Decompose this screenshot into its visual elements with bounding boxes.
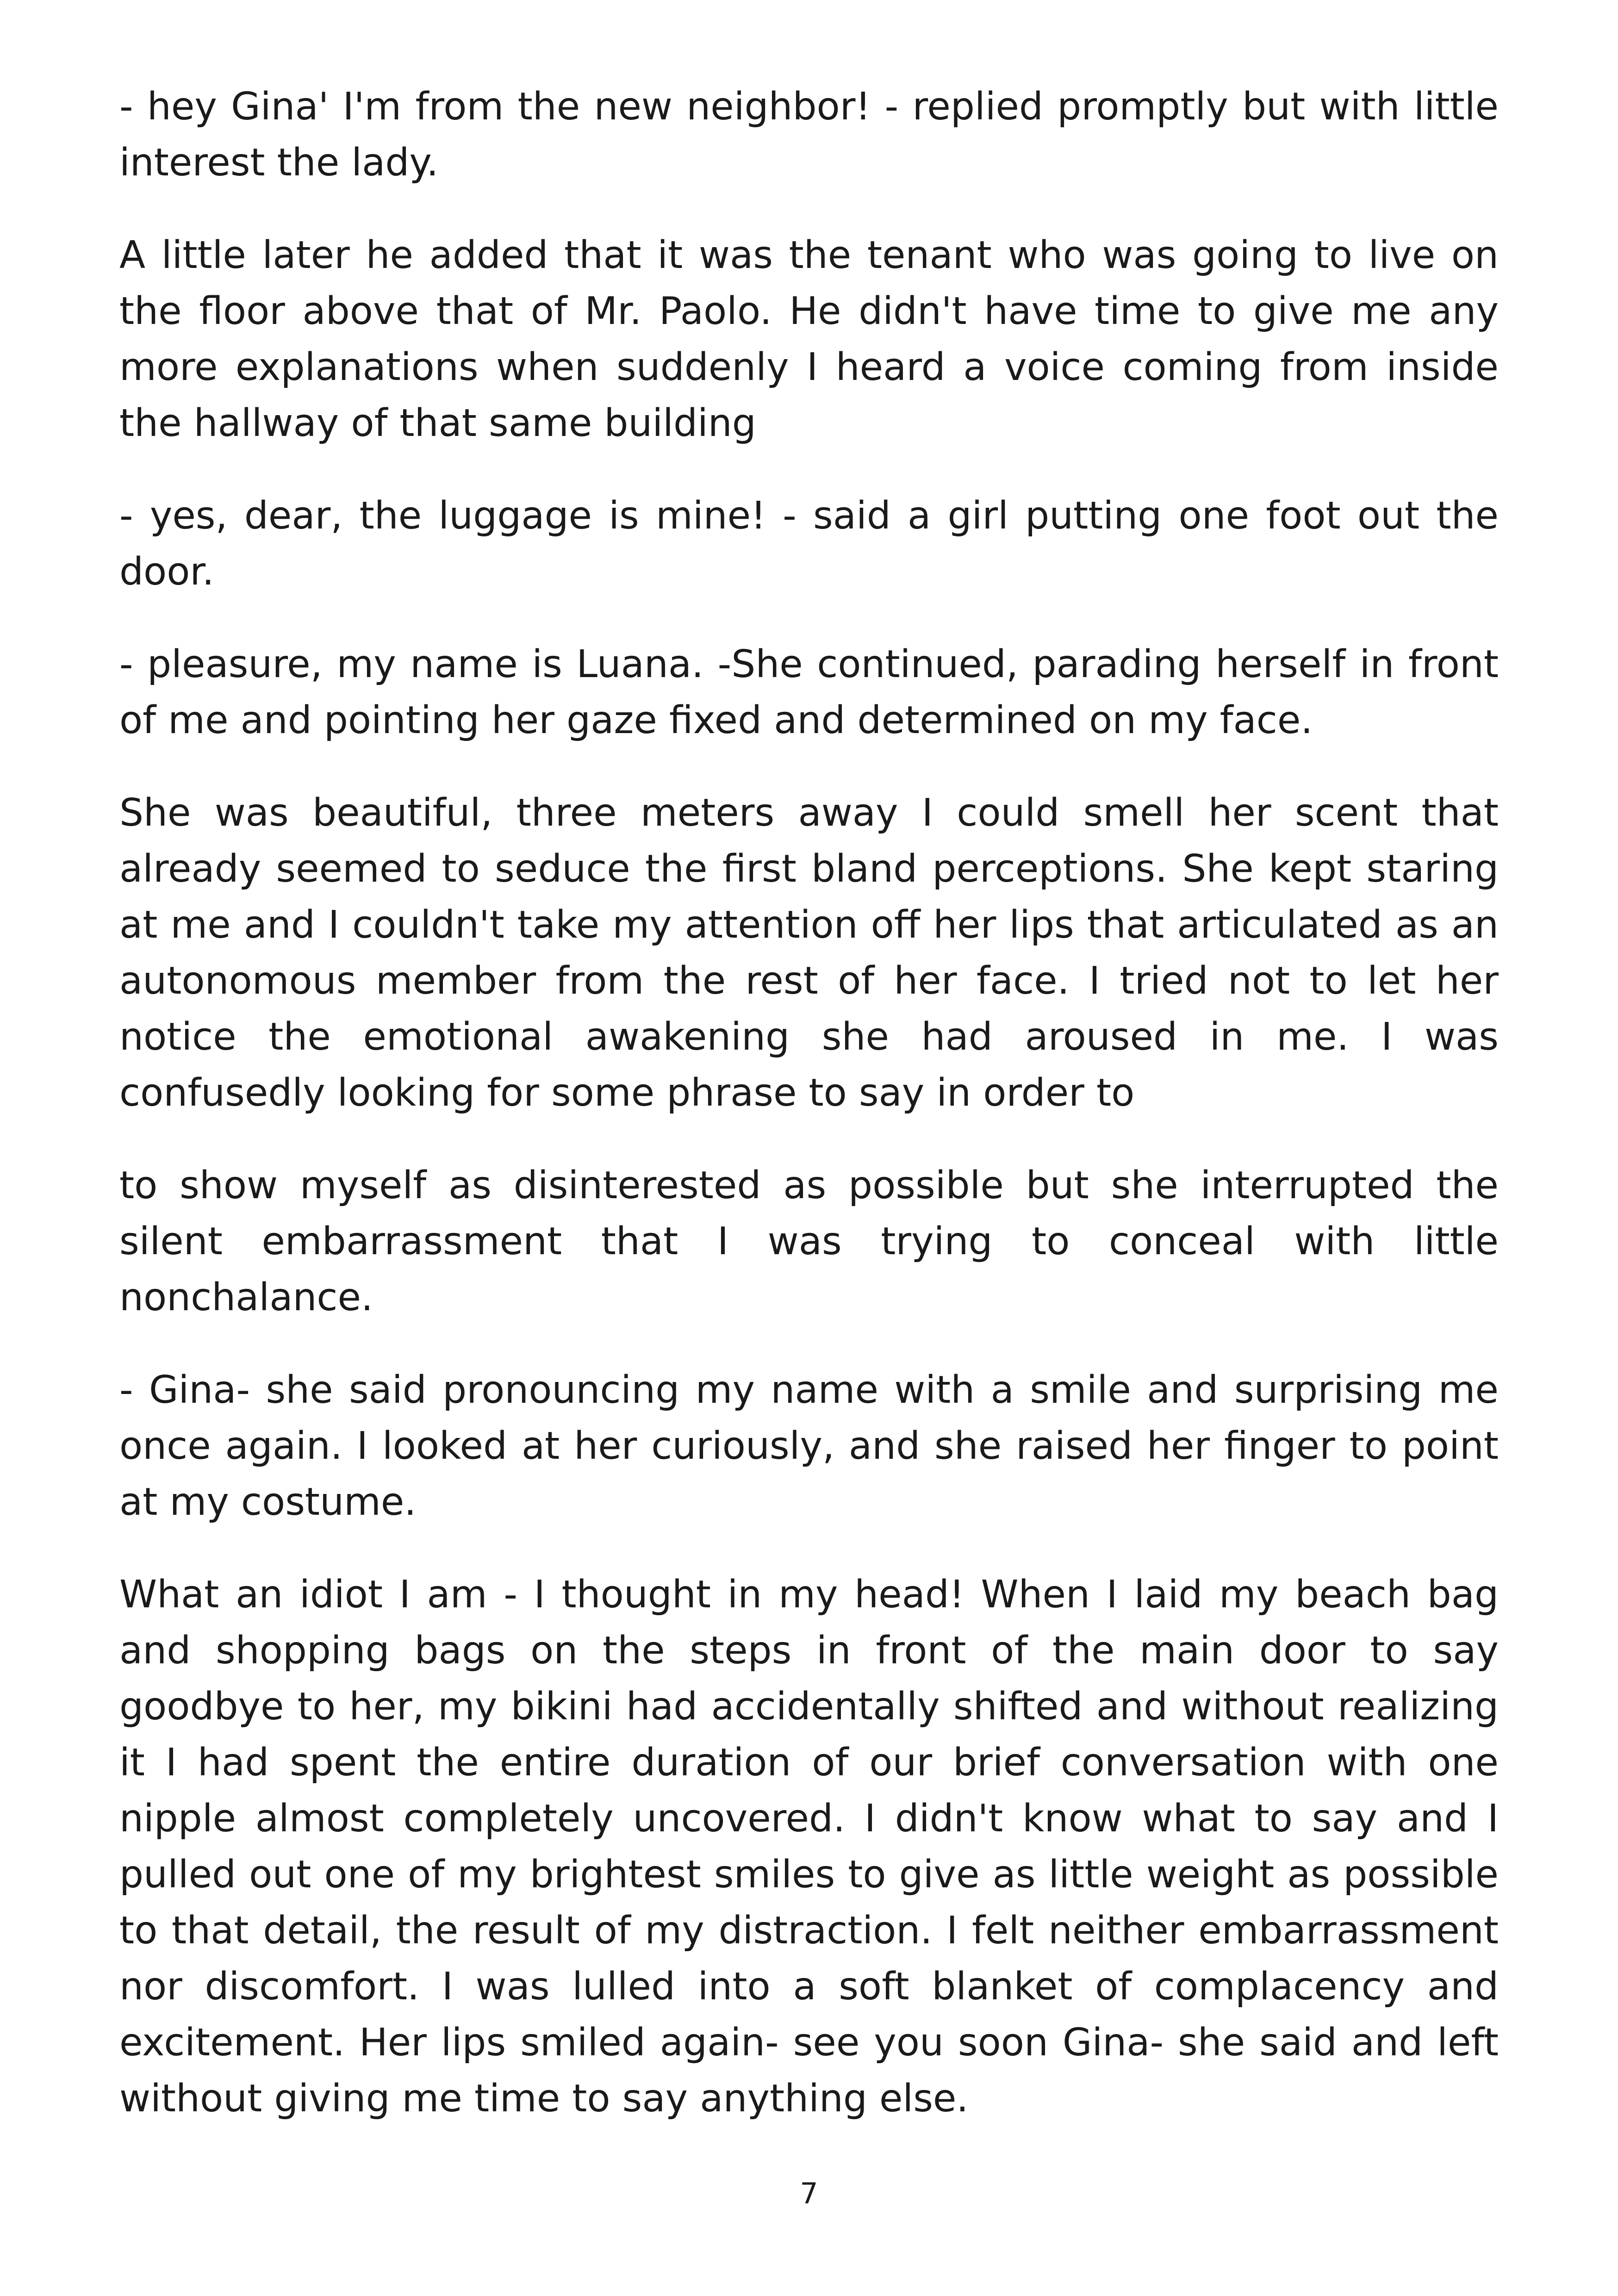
page-number: 7 bbox=[800, 2177, 818, 2210]
paragraph: She was beautiful, three meters away I could smell her scent that already seemed to seduce the first bland perceptions. She kept staring at me and I couldn't take my attention off her lips that articulated as an autonomous member from the rest of her face. I tried not to let her notice the emotional awakening she had aroused in me. I was confusedly looking for some phrase to say in order to bbox=[119, 791, 1499, 1115]
paragraph: - Gina- she said pronouncing my name with a smile and surprising me once again. I looked at her curiously, and she raised her finger to point at my costume. bbox=[119, 1368, 1499, 1524]
paragraph: - pleasure, my name is Luana. -She continued, parading herself in front of me and pointing her gaze fixed and determined on my face. bbox=[119, 642, 1499, 742]
paragraph: What an idiot I am - I thought in my head! When I laid my beach bag and shopping bags on the steps in front of the main door to say goodbye to her, my bikini had accidentally shifted and without realizing it I had spent the entire duration of our brief conversation with one nipple almost completely uncovered. I didn't know what to say and I pulled out one of my brightest smiles to give as little weight as possible to that detail, the result of my distraction. I felt neither embarrassment nor discomfort. I was lulled into a soft blanket of complacency and excitement. Her lips smiled again- see you soon Gina- she said and left without giving me time to say anything else. bbox=[119, 1573, 1499, 2121]
paragraph: to show myself as disinterested as possible but she interrupted the silent embarrassment that I was trying to conceal with little nonchalance. bbox=[119, 1164, 1499, 1319]
body-text bbox=[119, 79, 1499, 2163]
paragraph: A little later he added that it was the tenant who was going to live on the floor above that of Mr. Paolo. He didn't have time to give me any more explanations when suddenly I heard a voice coming from inside the hallway of that same building bbox=[119, 233, 1499, 445]
paragraph: - hey Gina' I'm from the new neighbor! - replied promptly but with little interest the lady. bbox=[119, 85, 1499, 185]
paragraph: - yes, dear, the luggage is mine! - said a girl putting one foot out the door. bbox=[119, 494, 1499, 594]
